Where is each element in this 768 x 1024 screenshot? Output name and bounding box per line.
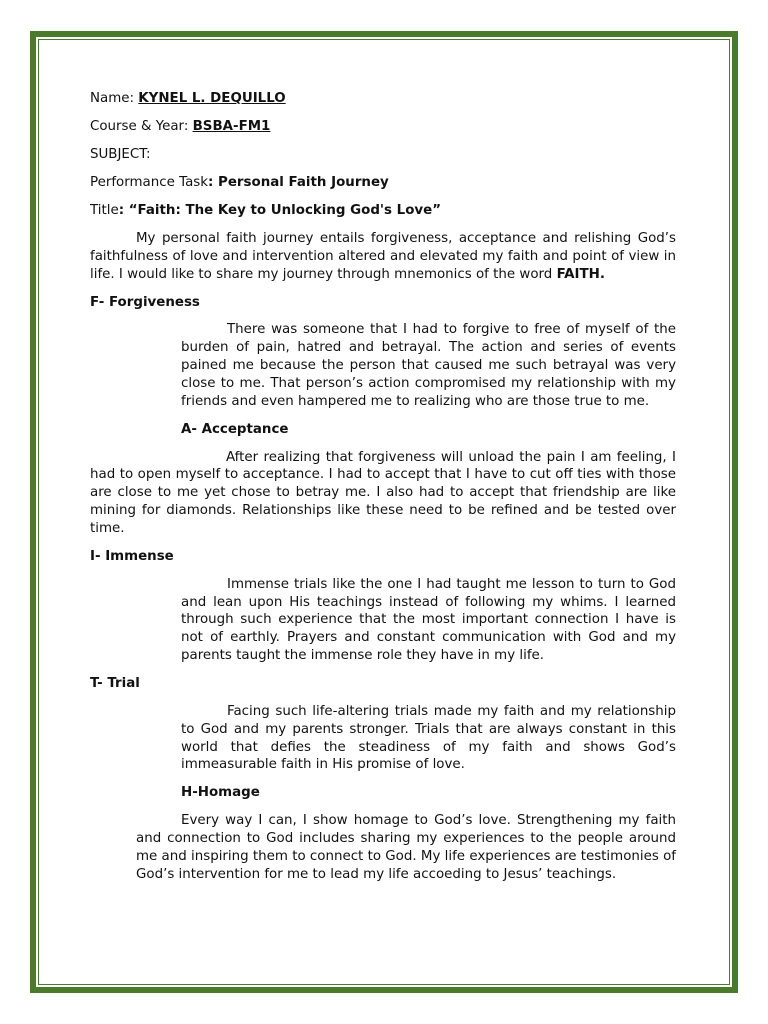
acceptance-heading: A- Acceptance: [181, 421, 289, 437]
title-value: : “Faith: The Key to Unlocking God's Love”: [118, 202, 442, 218]
course-label: Course & Year:: [90, 118, 193, 134]
task-label: Performance Task: [90, 174, 209, 190]
trial-heading: T- Trial: [90, 675, 140, 691]
course-line: [90, 118, 676, 136]
intro-paragraph: [90, 230, 676, 283]
forgiveness-paragraph: There was someone that I had to forgive to free of myself of the burden of pain, hatred and betrayal. The action and series of events pained me because the person that caused me such betrayal was very close to me. That person’s action compromised my relationship with my friends and even hampered me to realizing who are those true to me.: [181, 322, 676, 409]
title-line: [90, 202, 676, 220]
name-line: [90, 90, 676, 108]
subject-label: SUBJECT:: [90, 146, 151, 162]
name-value: KYNEL L. DEQUILLO: [138, 91, 286, 106]
immense-paragraph: Immense trials like the one I had taught me lesson to turn to God and lean upon His teachings instead of following my whims. I learned through such experience that the most important connection I have is not of earthly. Prayers and constant communication with God and my parents taught the immense role they have in my life.: [181, 576, 676, 663]
course-value: BSBA-FM1: [192, 118, 271, 134]
forgiveness-heading: F- Forgiveness: [90, 294, 200, 310]
subject-line: [90, 146, 676, 164]
immense-heading: I- Immense: [90, 548, 174, 564]
task-line: [90, 174, 676, 192]
acceptance-paragraph: After realizing that forgiveness will unload the pain I am feeling, I had to open myself to acceptance. I had to accept that I have to cut off ties with those are close to me yet chose to betray me. I also had to accept that friendship are like mining for diamonds. Relationships like these need to be refined and be tested over time.: [90, 449, 676, 536]
task-value: : Personal Faith Journey: [208, 174, 389, 190]
homage-paragraph: Every way I can, I show homage to God’s love. Strengthening my faith and connection to God includes sharing my experiences to the people around me and inspiring them to connect to God. My life experiences are testimonies of God’s intervention for me to lead my life accoeding to Jesus’ teachings.: [136, 813, 676, 882]
title-label: Title: [90, 202, 119, 218]
trial-paragraph: Facing such life-altering trials made my faith and my relationship to God and my parents stronger. Trials that are always constant in this world that defies the steadiness of my faith and shows God’s immeasurable faith in His promise of love.: [181, 703, 676, 773]
name-label: Name:: [90, 91, 139, 106]
intro-emphasis: FAITH.: [556, 266, 605, 282]
intro-text: My personal faith journey entails forgiveness, acceptance and relishing God’s faithfulness of love and intervention altered and elevated my faith and point of view in life. I would like to share my journey through mnemonics of the word: [90, 230, 676, 282]
document-page: [90, 90, 676, 894]
homage-heading: H-Homage: [181, 785, 260, 801]
